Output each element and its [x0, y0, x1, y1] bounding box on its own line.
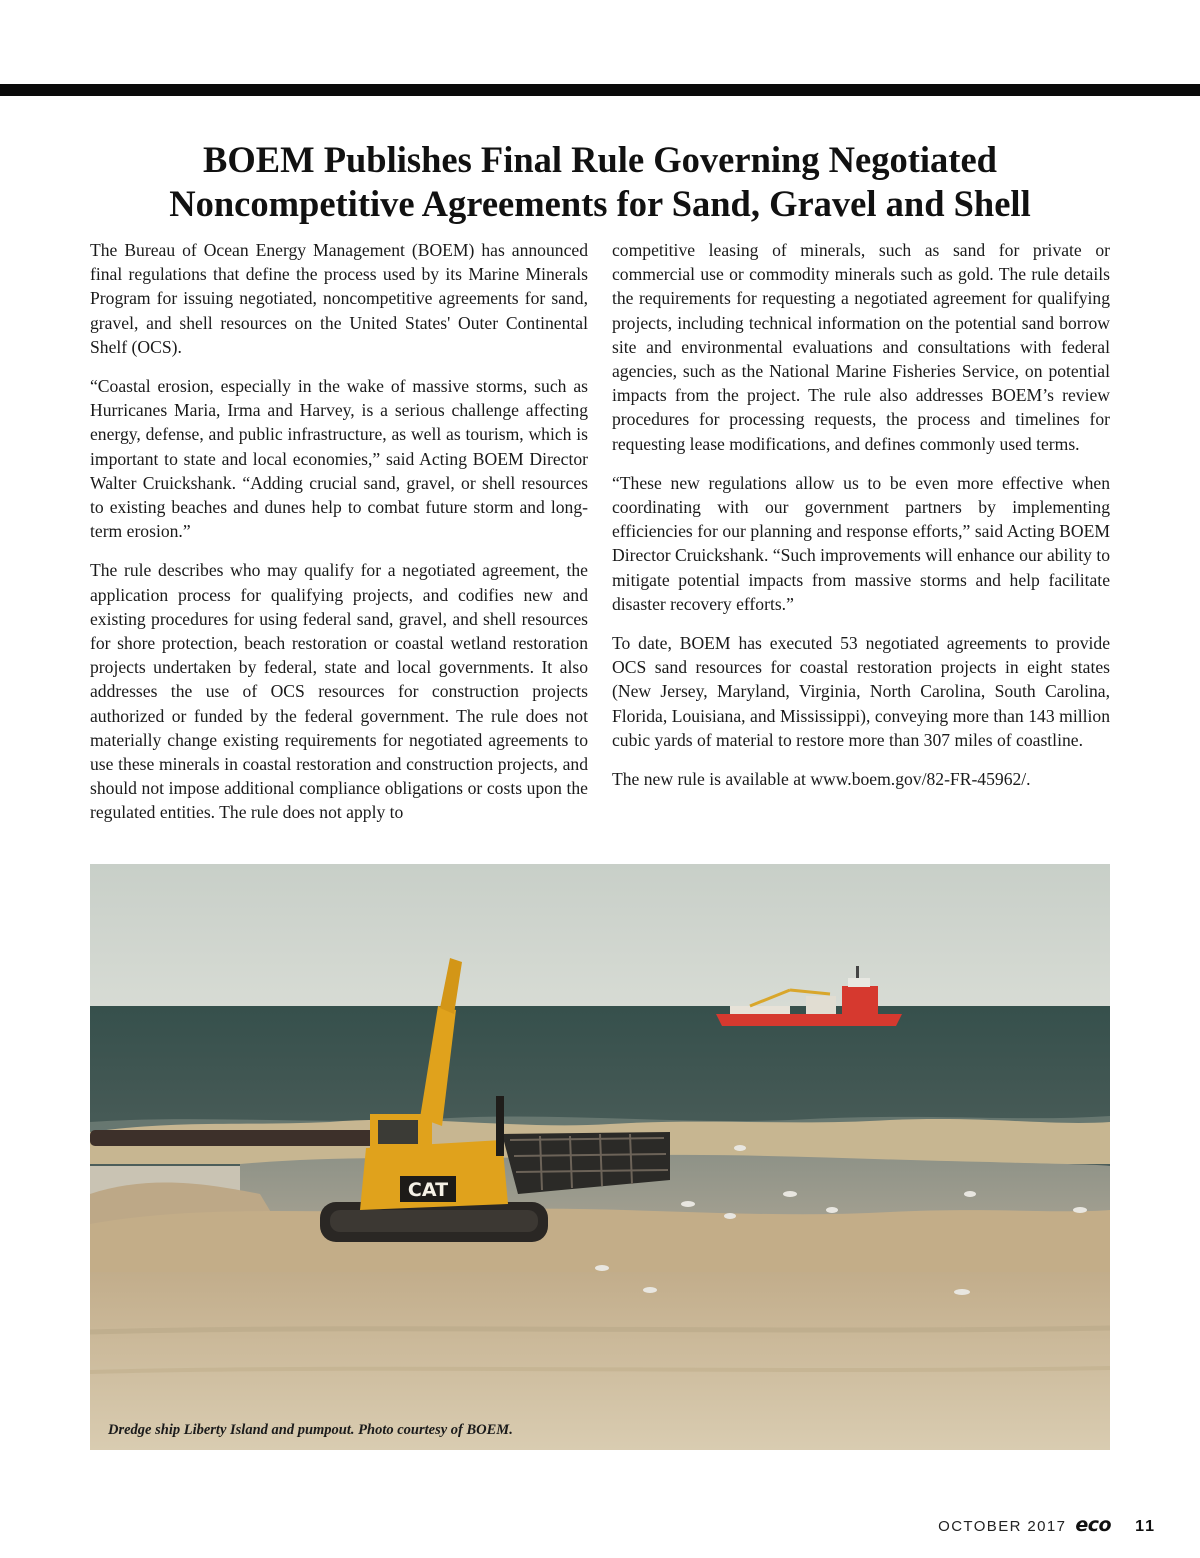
page-number: 11 [1135, 1518, 1156, 1535]
headline-line-2: Noncompetitive Agreements for Sand, Gravel and Shell [169, 183, 1031, 224]
beach-dredge-photo [90, 864, 1110, 1450]
paragraph: The rule describes who may qualify for a negotiated agreement, the application process for qualifying projects, and codifies new and existing procedures for using federal sand, gravel, and shell resources for shore protection, beach restoration or coastal wetland restoration projects undertaken by federal, state and local governments. It also addresses the use of OCS resources for construction projects authorized or funded by the federal government. The rule does not materially change existing requirements for negotiated agreements to use these minerals in coastal restoration and construction projects, and should not impose additional compliance obligations or costs upon the regulated entities. The rule does not apply to [90, 560, 588, 823]
magazine-logo: eco [1075, 1514, 1112, 1536]
photo-illustration [90, 864, 1110, 1450]
tire-tracks [90, 1328, 1110, 1332]
article-headline [60, 138, 1140, 226]
paragraph: The Bureau of Ocean Energy Management (BOEM) has announced final regulations that define the process used by its Marine Minerals Program for issuing negotiated, noncompetitive agreements for sand, gravel, and shell resources on the United States' Outer Continental Shelf (OCS). [90, 240, 588, 357]
paragraph: competitive leasing of minerals, such as sand for private or commercial use or commodity minerals such as gold. The rule details the requirements for requesting a negotiated agreement for qualifying projects, including technical information on the potential sand borrow site and environmental evaluations and consultations with federal agencies, such as the National Marine Fisheries Service, on potential impacts from the project. The rule also addresses BOEM’s review procedures for processing requests, the process and timelines for requesting lease modifications, and defines commonly used terms. [612, 240, 1110, 454]
photo-caption: Dredge ship Liberty Island and pumpout. Photo courtesy of BOEM. [108, 1422, 513, 1438]
excavator-brand-label: CAT [407, 1179, 449, 1201]
paragraph: “Coastal erosion, especially in the wake of massive storms, such as Hurricanes Maria, Irma and Harvey, is a serious challenge affecting energy, defense, and public infrastructure, as well as tourism, which is important to state and local economies,” said Acting BOEM Director Walter Cruickshank. “Adding crucial sand, gravel, or shell resources to existing beaches and dunes help to combat future storm and long-term erosion.” [90, 376, 588, 542]
page-footer [938, 1514, 1156, 1536]
headline-line-1: BOEM Publishes Final Rule Governing Negotiated [203, 139, 997, 180]
paragraph: The new rule is available at www.boem.gov/82-FR-45962/. [612, 769, 1031, 790]
article-column-left [90, 238, 588, 840]
paragraph: To date, BOEM has executed 53 negotiated agreements to provide OCS sand resources for coastal restoration projects in eight states (New Jersey, Maryland, Virginia, North Carolina, South Carolina, Florida, Louisiana, and Mississippi), conveying more than 143 million cubic yards of material to restore more than 307 miles of coastline. [612, 633, 1110, 750]
paragraph: “These new regulations allow us to be even more effective when coordinating with our government partners by implementing efficiencies for our planning and response efforts,” said Acting BOEM Director Cruickshank. “Such improvements will enhance our ability to mitigate potential impacts from massive storms and help facilitate disaster recovery efforts.” [612, 472, 1110, 614]
issue-date: OCTOBER 2017 [938, 1518, 1067, 1535]
article-column-right [612, 238, 1110, 806]
sky [90, 864, 1110, 1006]
top-rule [0, 84, 1200, 96]
